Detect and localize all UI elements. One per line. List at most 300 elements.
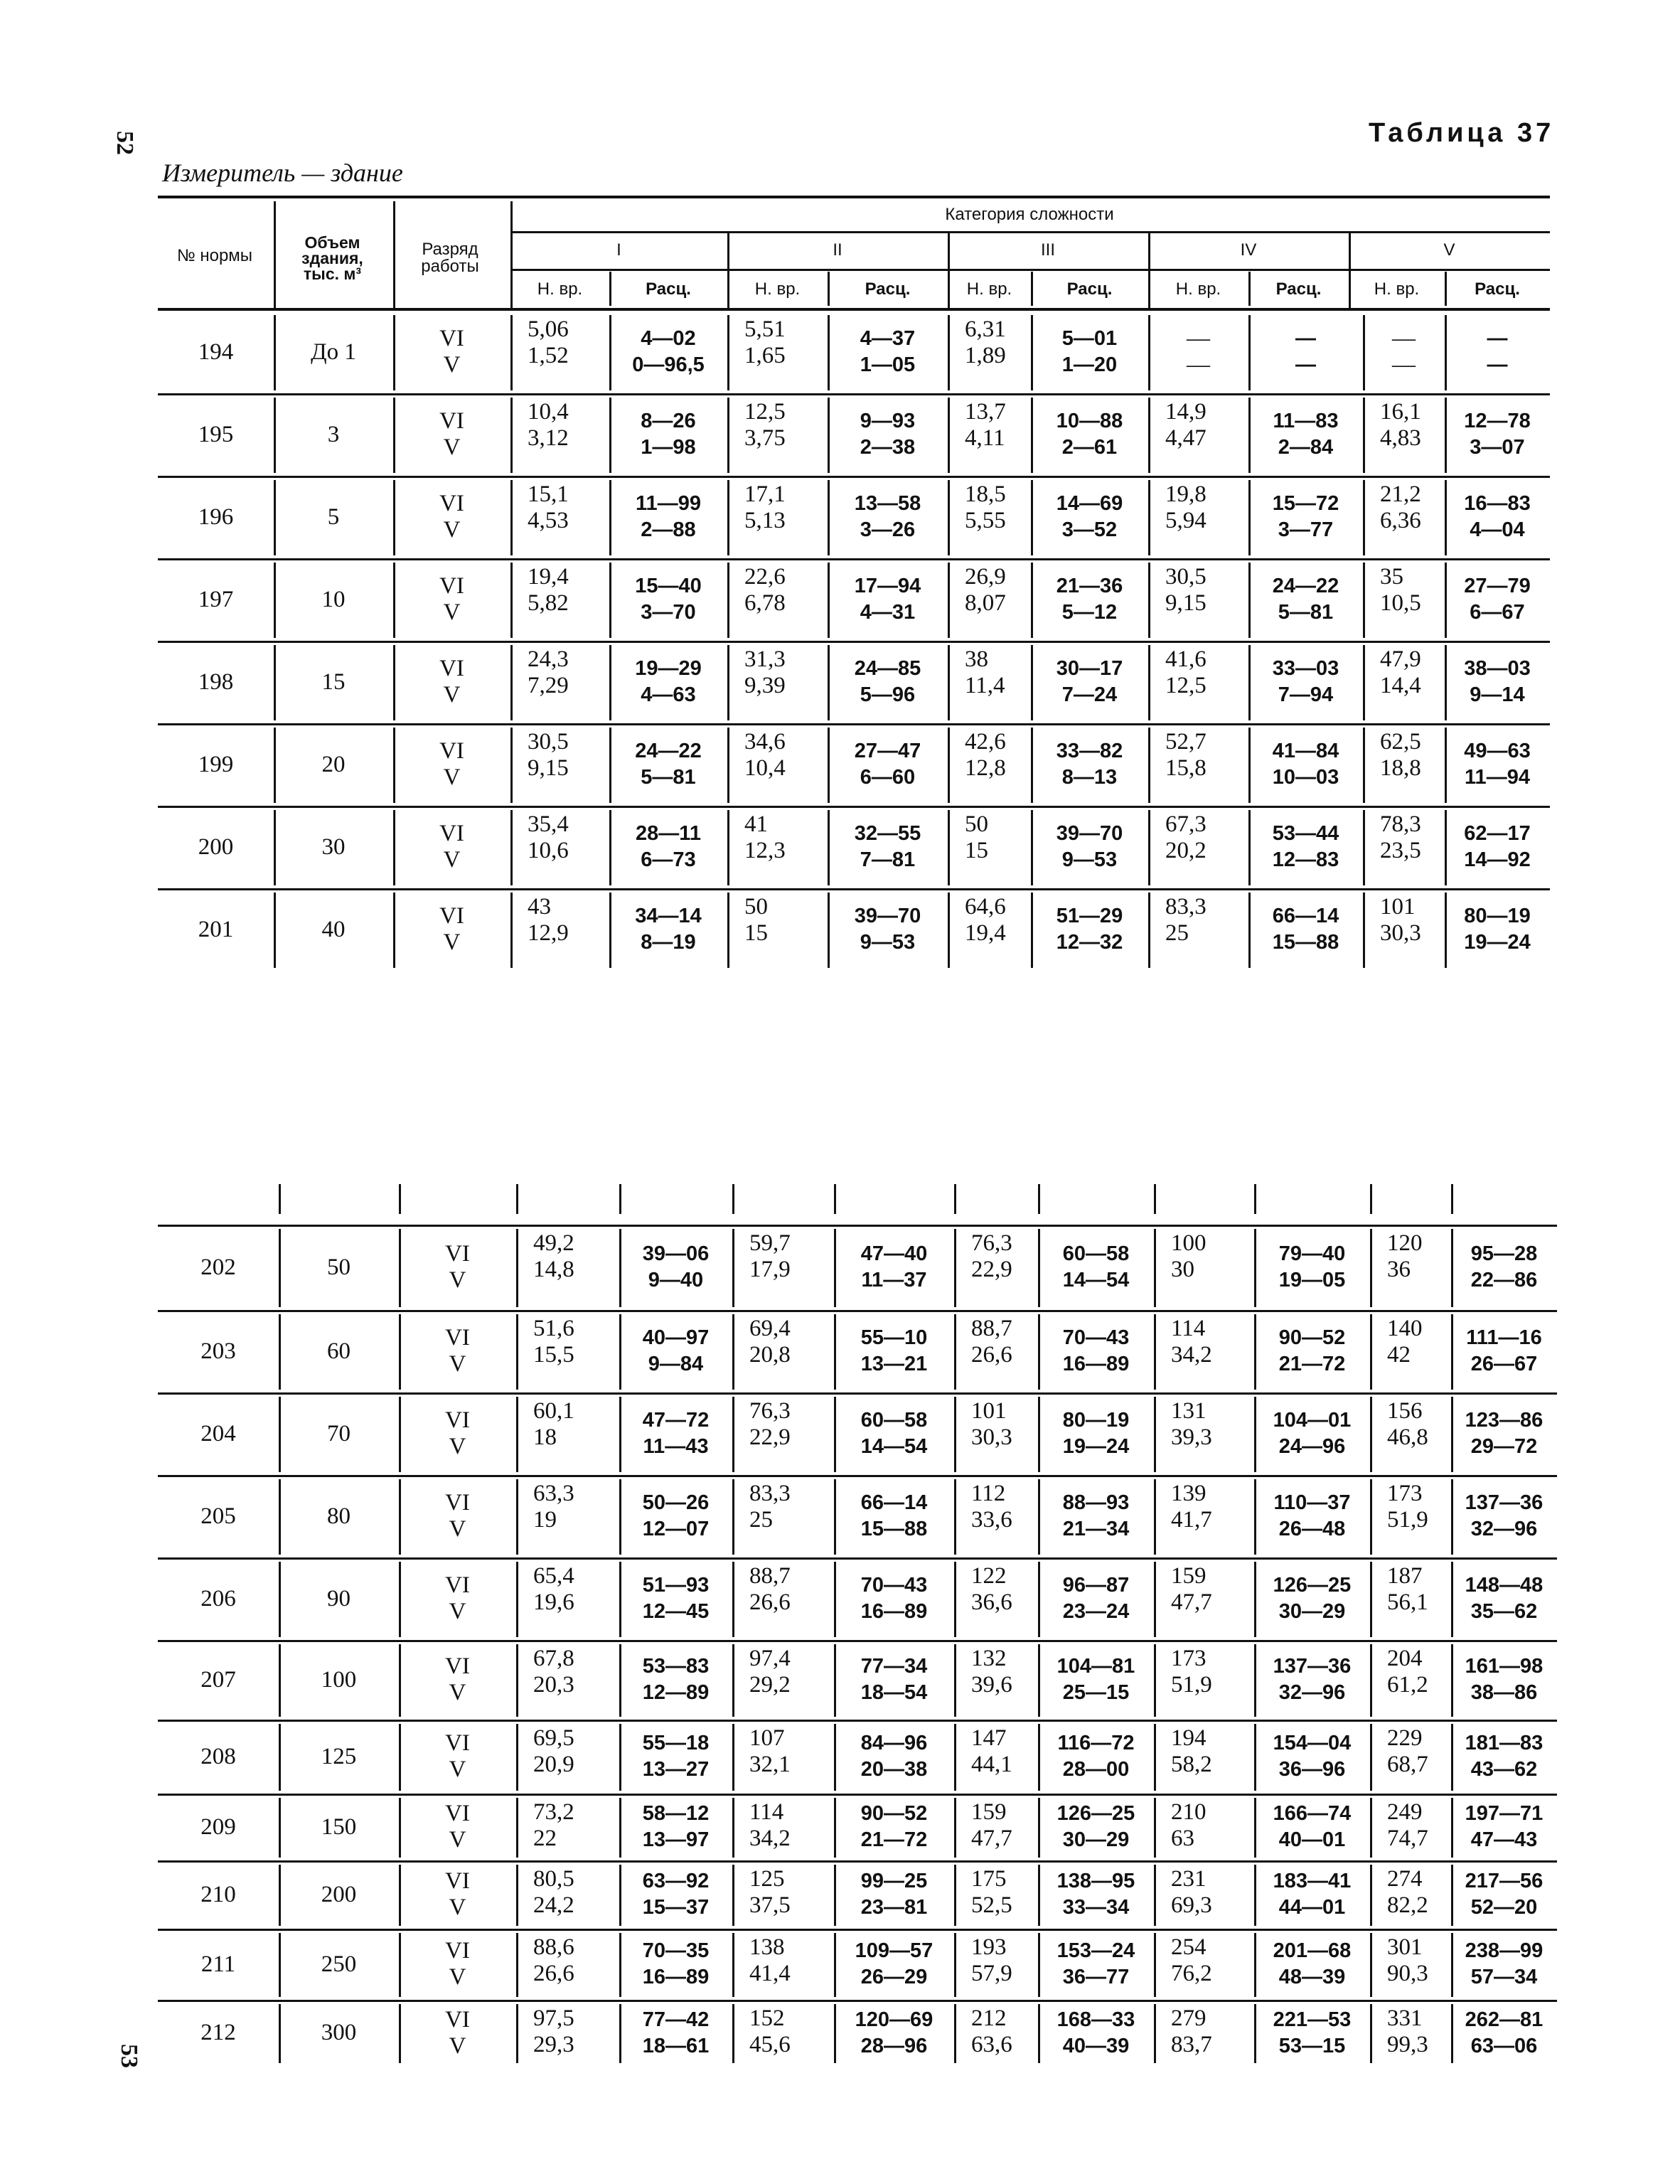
rate-cell: 15—72 3—77 — [1272, 492, 1339, 541]
rate-cell: 8—26 1—98 — [641, 410, 696, 459]
norm-time-cell: 97,4 29,2 — [749, 1646, 791, 1698]
row-divider — [158, 1475, 1557, 1477]
rate-cell: 24—22 5—81 — [1272, 575, 1339, 624]
rate-cell: 77—42 18—61 — [642, 2008, 710, 2057]
norm-time-cell: 173 51,9 — [1387, 1481, 1428, 1533]
building-volume: 150 — [321, 1813, 357, 1840]
norm-time-cell: 229 68,7 — [1387, 1725, 1428, 1777]
hours-header: Н. вр. — [1374, 279, 1420, 299]
norm-time-cell: 43 12,9 — [528, 894, 569, 946]
norm-time-cell: 175 52,5 — [971, 1866, 1012, 1918]
rate-cell: 183—41 44—01 — [1273, 1870, 1352, 1919]
column-divider — [732, 1184, 734, 1214]
rate-cell: 62—17 14—92 — [1464, 822, 1531, 871]
rate-cell: 60—58 14—54 — [860, 1409, 928, 1458]
work-grade: VI V — [439, 408, 464, 460]
column-divider — [1154, 1184, 1156, 1214]
work-grade: VI V — [445, 1325, 470, 1377]
rate-cell: 58—12 13—97 — [642, 1802, 710, 1851]
rate-cell: 10—88 2—61 — [1056, 410, 1123, 459]
rate-cell: 148—48 35—62 — [1465, 1574, 1543, 1623]
norm-time-cell: 112 33,6 — [971, 1481, 1012, 1533]
norm-time-cell: 83,3 25 — [749, 1481, 791, 1533]
rate-cell: 32—55 7—81 — [854, 822, 921, 871]
row-divider — [158, 1794, 1557, 1796]
norm-time-cell: 47,9 14,4 — [1380, 646, 1421, 698]
norm-time-cell: 64,6 19,4 — [965, 894, 1006, 946]
building-volume: 125 — [321, 1743, 357, 1769]
rate-cell: 96—87 23—24 — [1062, 1574, 1130, 1623]
norm-time-cell: 15,1 4,53 — [528, 481, 569, 533]
norm-time-cell: 76,3 22,9 — [749, 1398, 791, 1450]
norm-time-cell: 26,9 8,07 — [965, 564, 1006, 616]
rate-cell: 80—19 19—24 — [1062, 1409, 1130, 1458]
rate-cell: 27—79 6—67 — [1464, 575, 1531, 624]
rate-cell: 24—85 5—96 — [854, 657, 921, 706]
work-grade: VI V — [445, 1490, 470, 1542]
norm-time-cell: 138 41,4 — [749, 1934, 791, 1986]
norm-time-cell: 41 12,3 — [744, 811, 786, 863]
norm-time-cell: 63,3 19 — [533, 1481, 574, 1533]
building-volume: До 1 — [311, 339, 356, 365]
rate-header: Расц. — [1475, 279, 1520, 299]
rate-cell: 154—04 36—96 — [1273, 1732, 1352, 1781]
norm-time-cell: 193 57,9 — [971, 1934, 1012, 1986]
norm-time-cell: 139 41,7 — [1171, 1481, 1212, 1533]
rate-cell: 19—29 4—63 — [635, 657, 702, 706]
rate-header: Расц. — [1275, 279, 1322, 299]
column-divider — [1445, 272, 1447, 306]
row-divider — [158, 1640, 1557, 1642]
norm-time-cell: 49,2 14,8 — [533, 1230, 574, 1282]
norm-time-cell: — — — [1187, 326, 1210, 378]
header-grade: Разряд работы — [421, 240, 479, 276]
rate-cell: 24—22 5—81 — [635, 740, 702, 789]
rate-cell: 197—71 47—43 — [1465, 1802, 1543, 1851]
building-volume: 200 — [321, 1881, 357, 1907]
page-number-top: 52 — [112, 131, 138, 155]
row-divider — [158, 806, 1550, 808]
rate-cell: — — — [1487, 327, 1508, 376]
norm-time-cell: 51,6 15,5 — [533, 1316, 574, 1368]
norm-time-cell: 6,31 1,89 — [965, 316, 1006, 368]
table-title: Таблица 37 — [1369, 118, 1555, 148]
rate-cell: 16—83 4—04 — [1464, 492, 1531, 541]
norm-time-cell: 76,3 22,9 — [971, 1230, 1012, 1282]
column-divider — [1148, 231, 1150, 308]
building-volume: 250 — [321, 1951, 357, 1977]
column-divider — [619, 1184, 621, 1214]
norm-time-cell: 10,4 3,12 — [528, 399, 569, 451]
norm-time-cell: 100 30 — [1171, 1230, 1207, 1282]
work-grade: VI V — [445, 1407, 470, 1459]
rate-cell: 161—98 38—86 — [1465, 1655, 1543, 1704]
norm-time-cell: 16,1 4,83 — [1380, 399, 1421, 451]
work-grade: VI V — [439, 326, 464, 378]
norm-time-cell: 41,6 12,5 — [1165, 646, 1207, 698]
column-divider — [828, 272, 830, 306]
unit-label: Измеритель — здание — [162, 159, 403, 187]
row-divider — [158, 723, 1550, 725]
rate-header: Расц. — [646, 279, 691, 299]
norm-time-cell: 19,8 5,94 — [1165, 481, 1207, 533]
rate-cell: 14—69 3—52 — [1056, 492, 1123, 541]
norm-number: 212 — [200, 2020, 236, 2045]
column-divider — [516, 1184, 518, 1214]
norm-time-cell: 194 58,2 — [1171, 1725, 1212, 1777]
column-divider — [1451, 1184, 1453, 1214]
rate-cell: 217—56 52—20 — [1465, 1870, 1543, 1919]
norm-time-cell: 52,7 15,8 — [1165, 729, 1207, 781]
work-grade: VI V — [439, 821, 464, 873]
rate-cell: 12—78 3—07 — [1464, 410, 1531, 459]
norm-time-cell: 88,6 26,6 — [533, 1934, 574, 1986]
norm-number: 202 — [200, 1254, 236, 1280]
rate-cell: 11—99 2—88 — [636, 492, 701, 541]
rate-cell: 51—29 12—32 — [1056, 905, 1123, 954]
work-grade: VI V — [439, 738, 464, 790]
norm-time-cell: 80,5 24,2 — [533, 1866, 574, 1918]
building-volume: 5 — [327, 504, 340, 530]
rate-cell: 4—37 1—05 — [860, 327, 916, 376]
category-2-header: II — [833, 240, 842, 260]
norm-time-cell: 187 56,1 — [1387, 1563, 1428, 1615]
rate-cell: 39—70 9—53 — [854, 905, 921, 954]
norm-time-cell: 152 45,6 — [749, 2005, 791, 2057]
column-divider — [948, 231, 950, 308]
norm-number: 199 — [198, 751, 234, 777]
column-divider — [1038, 1184, 1040, 1214]
column-divider — [1254, 1184, 1256, 1214]
building-volume: 3 — [327, 421, 340, 447]
rate-cell: 47—72 11—43 — [642, 1409, 710, 1458]
building-volume: 40 — [321, 916, 346, 942]
rate-cell: 17—94 4—31 — [854, 575, 921, 624]
norm-time-cell: 59,7 17,9 — [749, 1230, 791, 1282]
row-divider — [158, 1392, 1557, 1395]
row-divider — [158, 2000, 1557, 2002]
row-divider — [158, 1310, 1557, 1312]
norm-time-cell: 279 83,7 — [1171, 2005, 1212, 2057]
rate-cell: 123—86 29—72 — [1465, 1409, 1543, 1458]
row-divider — [158, 1225, 1557, 1227]
norm-number: 203 — [200, 1338, 236, 1364]
building-volume: 20 — [321, 751, 346, 777]
hours-header: Н. вр. — [966, 279, 1012, 299]
rate-cell: 63—92 15—37 — [642, 1870, 710, 1919]
rate-cell: 28—11 6—73 — [636, 822, 701, 871]
norm-time-cell: 231 69,3 — [1171, 1866, 1212, 1918]
norm-time-cell: 156 46,8 — [1387, 1398, 1428, 1450]
norm-time-cell: 120 36 — [1387, 1230, 1423, 1282]
hours-header: Н. вр. — [537, 279, 583, 299]
norm-time-cell: 17,1 5,13 — [744, 481, 786, 533]
rate-cell: 201—68 48—39 — [1273, 1939, 1352, 1988]
norm-time-cell: 159 47,7 — [1171, 1563, 1212, 1615]
column-divider — [274, 201, 276, 308]
norm-number: 211 — [200, 1951, 236, 1977]
work-grade: VI V — [445, 1730, 470, 1782]
norm-time-cell: 21,2 6,36 — [1380, 481, 1421, 533]
header-complexity: Категория сложности — [945, 205, 1114, 224]
rate-cell: 60—58 14—54 — [1062, 1242, 1130, 1291]
norm-time-cell: 274 82,2 — [1387, 1866, 1428, 1918]
work-grade: VI V — [445, 1801, 470, 1853]
column-divider — [399, 1184, 401, 1214]
norm-time-cell: 35,4 10,6 — [528, 811, 569, 863]
rate-cell: 238—99 57—34 — [1465, 1939, 1543, 1988]
norm-time-cell: 97,5 29,3 — [533, 2005, 574, 2057]
norm-time-cell: 38 11,4 — [965, 646, 1005, 698]
rate-cell: 166—74 40—01 — [1273, 1802, 1352, 1851]
norm-time-cell: 88,7 26,6 — [971, 1316, 1012, 1368]
hours-header: Н. вр. — [1175, 279, 1221, 299]
building-volume: 50 — [327, 1254, 351, 1280]
work-grade: VI V — [445, 1938, 470, 1990]
rate-cell: 77—34 18—54 — [860, 1655, 928, 1704]
norm-time-cell: 83,3 25 — [1165, 894, 1207, 946]
rate-cell: 153—24 36—77 — [1056, 1939, 1135, 1988]
category-4-header: IV — [1240, 240, 1257, 260]
rate-cell: 53—83 12—89 — [642, 1655, 710, 1704]
norm-time-cell: 132 39,6 — [971, 1646, 1012, 1698]
norm-time-cell: 18,5 5,55 — [965, 481, 1006, 533]
norm-time-cell: 14,9 4,47 — [1165, 399, 1207, 451]
norm-number: 210 — [200, 1881, 236, 1907]
norm-time-cell: 212 63,6 — [971, 2005, 1012, 2057]
rate-cell: 53—44 12—83 — [1272, 822, 1339, 871]
column-divider — [279, 1184, 281, 1214]
norm-number: 195 — [198, 421, 234, 447]
norm-time-cell: 42,6 12,8 — [965, 729, 1006, 781]
rate-cell: 55—18 13—27 — [642, 1732, 710, 1781]
rate-cell: 9—93 2—38 — [860, 410, 916, 459]
norm-time-cell: 101 30,3 — [1380, 894, 1421, 946]
rate-cell: 137—36 32—96 — [1273, 1655, 1352, 1704]
building-volume: 60 — [327, 1338, 351, 1364]
rate-cell: 138—95 33—34 — [1056, 1870, 1135, 1919]
rate-cell: 55—10 13—21 — [860, 1326, 928, 1375]
rate-cell: 70—43 16—89 — [1062, 1326, 1130, 1375]
rate-cell: 13—58 3—26 — [854, 492, 921, 541]
rate-cell: 70—43 16—89 — [860, 1574, 928, 1623]
norm-number: 205 — [200, 1503, 236, 1529]
norm-time-cell: 78,3 23,5 — [1380, 811, 1421, 863]
row-divider — [158, 558, 1550, 560]
column-divider — [1370, 1184, 1372, 1214]
norm-number: 208 — [200, 1743, 236, 1769]
norm-time-cell: 204 61,2 — [1387, 1646, 1428, 1698]
rate-cell: 80—19 19—24 — [1464, 905, 1531, 954]
building-volume: 15 — [321, 668, 346, 695]
norm-time-cell: 67,3 20,2 — [1165, 811, 1207, 863]
rate-cell: 49—63 11—94 — [1464, 740, 1531, 789]
building-volume: 80 — [327, 1503, 351, 1529]
work-grade: VI V — [445, 2006, 470, 2059]
norm-number: 200 — [198, 833, 234, 860]
rate-cell: 5—01 1—20 — [1061, 327, 1118, 376]
work-grade: VI V — [445, 1868, 470, 1920]
norm-time-cell: 34,6 10,4 — [744, 729, 786, 781]
norm-time-cell: 30,5 9,15 — [528, 729, 569, 781]
rate-cell: 34—14 8—19 — [635, 905, 702, 954]
rate-cell: 84—96 20—38 — [860, 1732, 928, 1781]
norm-number: 198 — [198, 668, 234, 695]
building-volume: 10 — [321, 586, 346, 612]
rate-cell: 50—26 12—07 — [642, 1491, 710, 1540]
category-3-header: III — [1040, 240, 1055, 260]
rate-cell: 4—02 0—96,5 — [632, 327, 705, 376]
row-divider — [158, 641, 1550, 643]
row-divider — [158, 476, 1550, 478]
rate-cell: 51—93 12—45 — [642, 1574, 710, 1623]
norm-time-cell: 140 42 — [1387, 1316, 1423, 1368]
norm-time-cell: 107 32,1 — [749, 1725, 791, 1777]
norm-time-cell: 114 34,2 — [1171, 1316, 1212, 1368]
category-1-header: I — [616, 240, 621, 260]
norm-time-cell: 331 99,3 — [1387, 2005, 1428, 2057]
row-divider — [158, 1720, 1557, 1722]
rate-cell: 181—83 43—62 — [1465, 1732, 1543, 1781]
row-divider — [510, 269, 1550, 271]
norm-time-cell: 22,6 6,78 — [744, 564, 786, 616]
row-divider — [510, 231, 1550, 233]
row-divider — [158, 308, 1550, 311]
norm-time-cell: 19,4 5,82 — [528, 564, 569, 616]
norm-time-cell: 60,1 18 — [533, 1398, 574, 1450]
norm-number: 207 — [200, 1666, 236, 1693]
rate-header: Расц. — [865, 279, 911, 299]
rate-cell: 262—81 63—06 — [1465, 2008, 1543, 2057]
norm-time-cell: 50 15 — [744, 894, 768, 946]
rate-cell: 21—36 5—12 — [1056, 575, 1123, 624]
rate-cell: 79—40 19—05 — [1278, 1242, 1346, 1291]
rate-cell: 88—93 21—34 — [1062, 1491, 1130, 1540]
column-divider — [510, 201, 513, 308]
column-divider — [1031, 272, 1033, 306]
norm-time-cell: 12,5 3,75 — [744, 399, 786, 451]
work-grade: VI V — [445, 1572, 470, 1624]
norm-time-cell: 69,4 20,8 — [749, 1316, 791, 1368]
norm-time-cell: 67,8 20,3 — [533, 1646, 574, 1698]
rate-cell: 47—40 11—37 — [860, 1242, 928, 1291]
building-volume: 90 — [327, 1585, 351, 1612]
page-number-bottom: 53 — [116, 2044, 142, 2068]
row-divider — [158, 393, 1550, 395]
norm-time-cell: — — — [1392, 326, 1416, 378]
work-grade: VI V — [439, 656, 464, 708]
rate-cell: 70—35 16—89 — [642, 1939, 710, 1988]
rate-cell: 27—47 6—60 — [854, 740, 921, 789]
rate-cell: 11—83 2—84 — [1273, 410, 1339, 459]
norm-time-cell: 88,7 26,6 — [749, 1563, 791, 1615]
column-divider — [609, 272, 611, 306]
rate-cell: 110—37 26—48 — [1273, 1491, 1351, 1540]
rate-cell: 221—53 53—15 — [1273, 2008, 1352, 2057]
norm-time-cell: 62,5 18,8 — [1380, 729, 1421, 781]
norm-time-cell: 5,06 1,52 — [528, 316, 569, 368]
building-volume: 300 — [321, 2020, 357, 2045]
rate-cell: — — — [1295, 327, 1316, 376]
norm-number: 196 — [198, 504, 234, 530]
rate-cell: 104—81 25—15 — [1056, 1655, 1135, 1704]
rate-cell: 126—25 30—29 — [1056, 1802, 1135, 1851]
norm-time-cell: 101 30,3 — [971, 1398, 1012, 1450]
norm-time-cell: 69,5 20,9 — [533, 1725, 574, 1777]
work-grade: VI V — [445, 1653, 470, 1705]
rate-cell: 41—84 10—03 — [1272, 740, 1339, 789]
norm-time-cell: 210 63 — [1171, 1799, 1207, 1851]
norm-time-cell: 50 15 — [965, 811, 988, 863]
norm-time-cell: 35 10,5 — [1380, 564, 1421, 616]
norm-time-cell: 125 37,5 — [749, 1866, 791, 1918]
norm-number: 194 — [198, 339, 234, 365]
building-volume: 30 — [321, 833, 346, 860]
norm-number: 206 — [200, 1585, 236, 1612]
rate-cell: 66—14 15—88 — [860, 1491, 928, 1540]
rate-cell: 33—03 7—94 — [1272, 657, 1339, 706]
rate-cell: 99—25 23—81 — [860, 1870, 928, 1919]
column-divider — [393, 201, 395, 308]
hours-header: Н. вр. — [754, 279, 801, 299]
norm-time-cell: 13,7 4,11 — [965, 399, 1006, 451]
norm-time-cell: 30,5 9,15 — [1165, 564, 1207, 616]
norm-number: 209 — [200, 1813, 236, 1840]
rate-cell: 90—52 21—72 — [1278, 1326, 1346, 1375]
norm-time-cell: 301 90,3 — [1387, 1934, 1428, 1986]
norm-time-cell: 173 51,9 — [1171, 1646, 1212, 1698]
norm-time-cell: 254 76,2 — [1171, 1934, 1212, 1986]
column-divider — [727, 231, 729, 308]
rate-cell: 109—57 26—29 — [855, 1939, 933, 1988]
rate-cell: 95—28 22—86 — [1470, 1242, 1538, 1291]
building-volume: 100 — [321, 1666, 357, 1693]
rate-cell: 38—03 9—14 — [1464, 657, 1531, 706]
norm-time-cell: 122 36,6 — [971, 1563, 1012, 1615]
rate-cell: 15—40 3—70 — [635, 575, 702, 624]
rate-cell: 126—25 30—29 — [1273, 1574, 1352, 1623]
rate-cell: 33—82 8—13 — [1056, 740, 1123, 789]
rate-cell: 39—06 9—40 — [642, 1242, 710, 1291]
rate-cell: 111—16 26—67 — [1466, 1326, 1542, 1375]
category-5-header: V — [1443, 240, 1455, 260]
building-volume: 70 — [327, 1420, 351, 1447]
norm-time-cell: 249 74,7 — [1387, 1799, 1428, 1851]
row-divider — [158, 1929, 1557, 1931]
rate-cell: 137—36 32—96 — [1465, 1491, 1543, 1540]
rate-cell: 90—52 21—72 — [860, 1802, 928, 1851]
norm-time-cell: 31,3 9,39 — [744, 646, 786, 698]
column-divider — [834, 1184, 836, 1214]
row-divider — [158, 888, 1550, 890]
norm-time-cell: 24,3 7,29 — [528, 646, 569, 698]
rate-header: Расц. — [1066, 279, 1113, 299]
rate-cell: 116—72 28—00 — [1057, 1732, 1135, 1781]
norm-time-cell: 147 44,1 — [971, 1725, 1012, 1777]
header-volume: Объем здания, тыс. м³ — [301, 233, 363, 283]
norm-time-cell: 5,51 1,65 — [744, 316, 786, 368]
norm-number: 197 — [198, 586, 234, 612]
rate-cell: 39—70 9—53 — [1056, 822, 1123, 871]
work-grade: VI V — [439, 903, 464, 955]
norm-time-cell: 114 34,2 — [749, 1799, 791, 1851]
rate-cell: 120—69 28—96 — [855, 2008, 933, 2057]
work-grade: VI V — [445, 1241, 470, 1293]
row-divider — [158, 196, 1550, 198]
norm-number: 204 — [200, 1420, 236, 1447]
rate-cell: 168—33 40—39 — [1056, 2008, 1135, 2057]
norm-time-cell: 65,4 19,6 — [533, 1563, 574, 1615]
